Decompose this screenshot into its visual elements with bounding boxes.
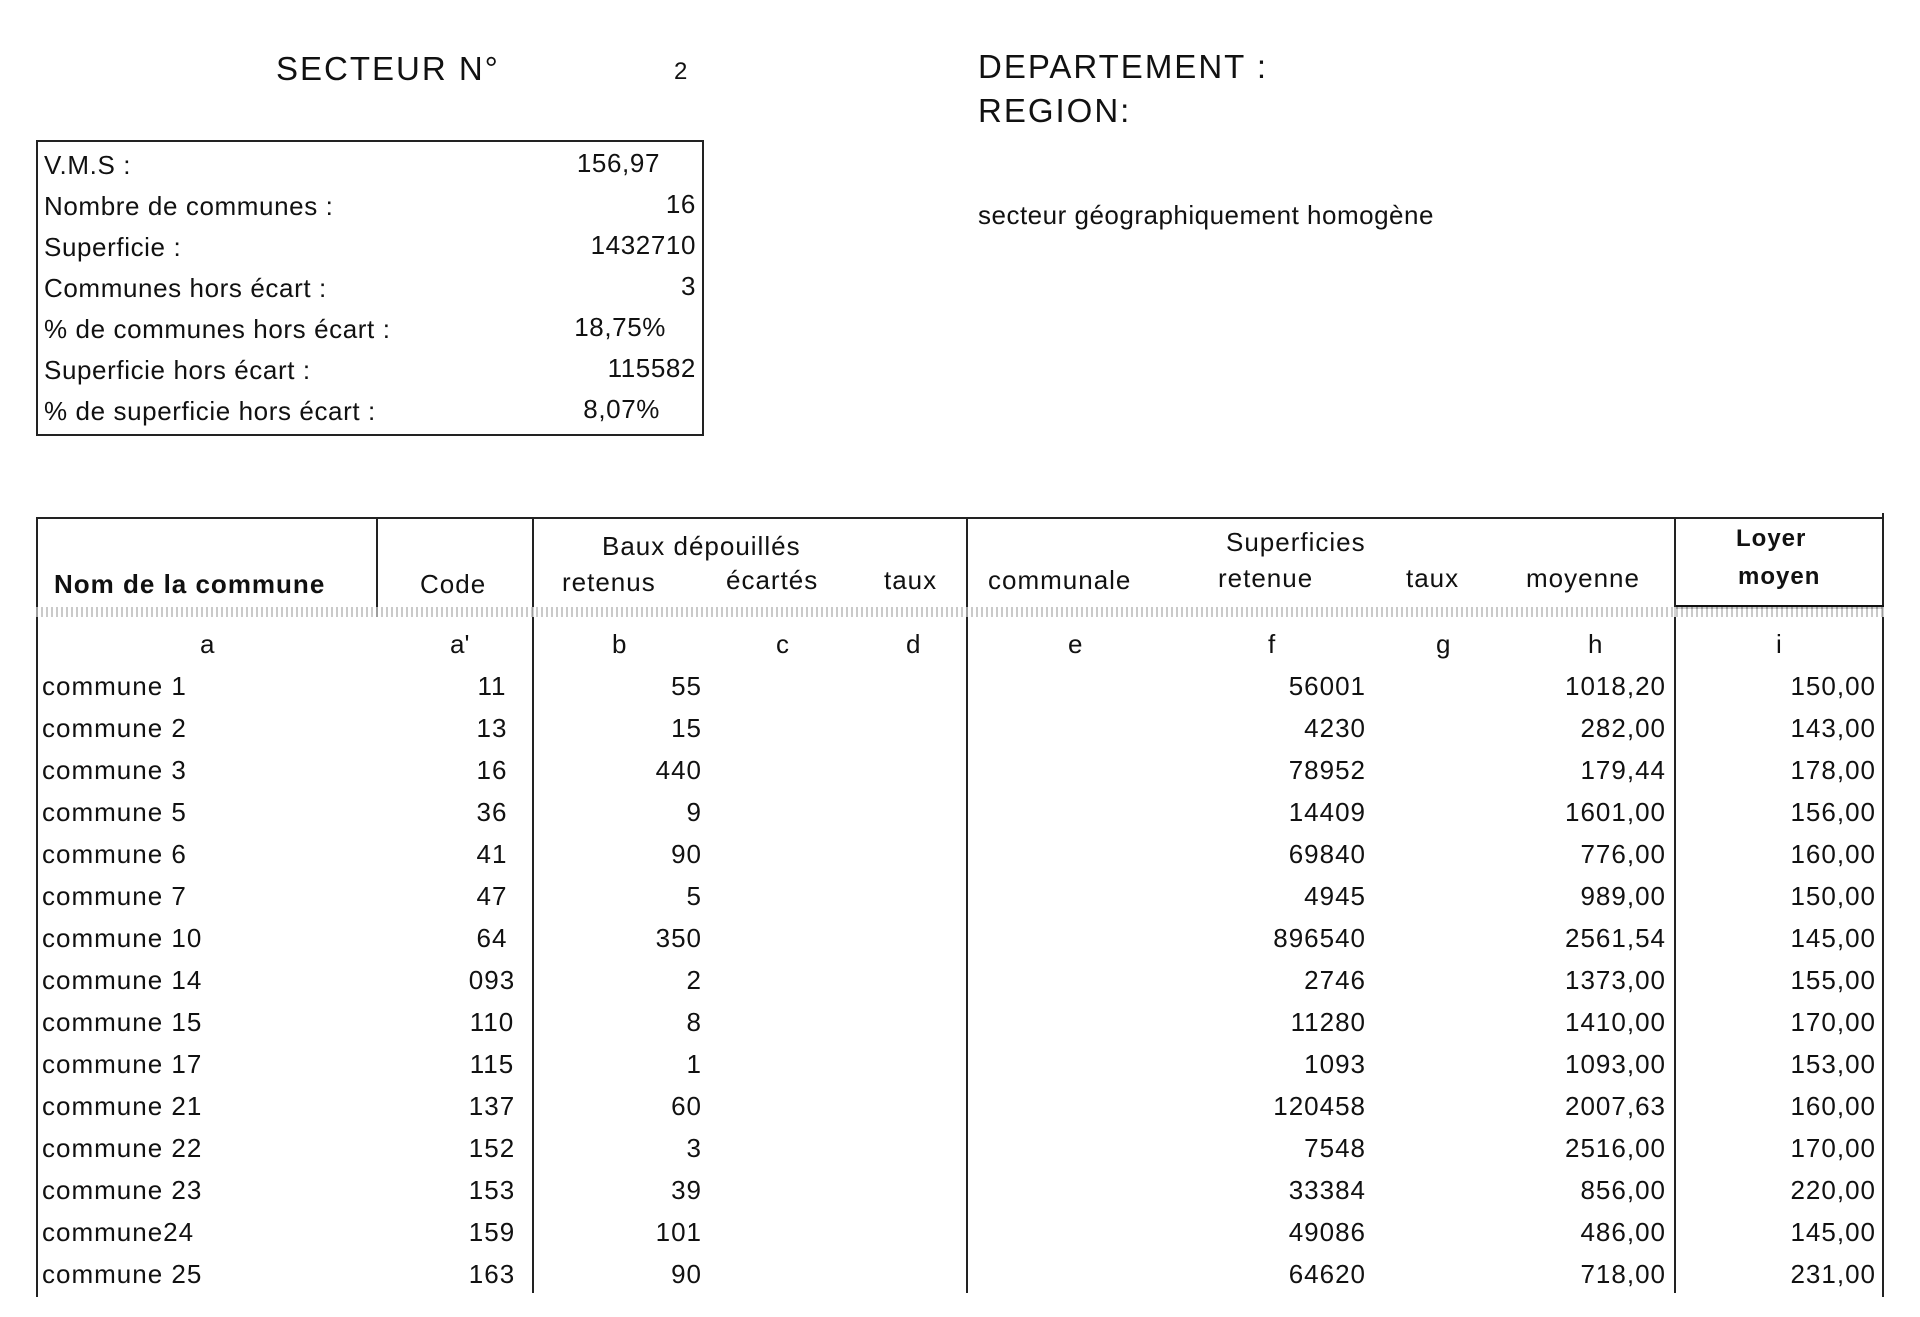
superficie-retenue: 1093 [1304, 1049, 1366, 1079]
departement-label: DEPARTEMENT : [978, 48, 1269, 85]
baux-retenus: 60 [671, 1091, 702, 1121]
column-letter-f: f [1268, 629, 1276, 659]
table-row [36, 879, 1884, 921]
superficie-moyenne: 179,44 [1580, 755, 1666, 785]
commune-code: 11 [477, 671, 507, 701]
commune-code: 115 [469, 1049, 515, 1079]
baux-retenus: 90 [671, 1259, 702, 1289]
header-superficies: Superficies [1226, 527, 1366, 557]
summary-value: 156,97 [576, 148, 660, 178]
table-row [36, 963, 1884, 1005]
superficie-retenue: 64620 [1288, 1259, 1366, 1289]
superficie-moyenne: 1601,00 [1565, 797, 1666, 827]
baux-retenus: 9 [686, 797, 702, 827]
column-letter-e: e [1068, 629, 1083, 659]
loyer-moyen: 160,00 [1790, 839, 1876, 869]
loyer-moyen: 178,00 [1790, 755, 1876, 785]
header-moyenne: moyenne [1526, 563, 1640, 593]
column-letter-c: c [776, 629, 789, 659]
column-letter-d: d [906, 629, 921, 659]
superficie-retenue: 33384 [1288, 1175, 1366, 1205]
loyer-moyen: 231,00 [1790, 1259, 1876, 1289]
superficie-moyenne: 2561,54 [1565, 923, 1666, 953]
table-row [36, 795, 1884, 837]
table-row [36, 1047, 1884, 1089]
region-label: REGION: [978, 92, 1132, 129]
header-communale: communale [988, 565, 1132, 595]
superficie-moyenne: 776,00 [1580, 839, 1666, 869]
superficie-retenue: 11280 [1290, 1007, 1366, 1037]
loyer-moyen: 170,00 [1790, 1007, 1876, 1037]
superficie-retenue: 56001 [1288, 671, 1366, 701]
summary-label: % de communes hors écart : [44, 314, 391, 344]
baux-retenus: 90 [671, 839, 702, 869]
column-letter-a-prime: a' [450, 629, 470, 659]
commune-name: commune 21 [42, 1091, 203, 1121]
commune-code: 110 [469, 1007, 515, 1037]
loyer-moyen: 150,00 [1790, 671, 1876, 701]
baux-retenus: 3 [686, 1133, 702, 1163]
superficie-retenue: 14409 [1288, 797, 1366, 827]
summary-value: 1432710 [590, 230, 696, 260]
commune-code: 47 [476, 881, 508, 911]
loyer-moyen: 220,00 [1790, 1175, 1876, 1205]
summary-row-communes-hors-ecart [42, 267, 696, 308]
loyer-moyen: 155,00 [1790, 965, 1876, 995]
summary-row-pct-communes [42, 308, 696, 349]
loyer-moyen: 170,00 [1790, 1133, 1876, 1163]
column-letter-i: i [1776, 629, 1782, 659]
loyer-moyen: 156,00 [1790, 797, 1876, 827]
header-retenus: retenus [562, 567, 656, 597]
sector-description: secteur géographiquement homogène [978, 200, 1434, 230]
summary-label: Superficie hors écart : [44, 355, 311, 385]
loyer-moyen: 160,00 [1790, 1091, 1876, 1121]
commune-name: commune24 [42, 1217, 195, 1247]
table-row [36, 921, 1884, 963]
header-taux-baux: taux [884, 565, 938, 595]
table-top-border [36, 517, 1884, 519]
commune-name: commune 10 [42, 923, 203, 953]
header-taux-superficies: taux [1406, 563, 1460, 593]
baux-retenus: 5 [686, 881, 702, 911]
baux-retenus: 39 [671, 1175, 702, 1205]
superficie-moyenne: 856,00 [1580, 1175, 1666, 1205]
summary-row-pct-superficie [42, 390, 696, 431]
superficie-moyenne: 718,00 [1580, 1259, 1666, 1289]
summary-row-superficie-hors-ecart [42, 349, 696, 390]
commune-name: commune 7 [42, 881, 187, 911]
table-row [36, 1005, 1884, 1047]
summary-label: % de superficie hors écart : [44, 396, 376, 426]
summary-box [36, 140, 704, 436]
superficie-retenue: 4230 [1304, 713, 1366, 743]
table-row [36, 753, 1884, 795]
secteur-label: SECTEUR N° [276, 50, 500, 87]
summary-label: Superficie : [44, 232, 182, 262]
loyer-moyen: 145,00 [1790, 1217, 1876, 1247]
table-row [36, 1089, 1884, 1131]
commune-code: 153 [468, 1175, 516, 1205]
header-loyer-moyen: moyen [1738, 563, 1821, 590]
commune-code: 64 [476, 923, 508, 953]
commune-name: commune 5 [42, 797, 187, 827]
summary-label: Communes hors écart : [44, 273, 327, 303]
header-baux-depouilles: Baux dépouillés [602, 531, 801, 561]
baux-retenus: 55 [671, 671, 702, 701]
loyer-moyen: 143,00 [1790, 713, 1876, 743]
table-row [36, 837, 1884, 879]
header-nom-commune: Nom de la commune [54, 569, 326, 599]
baux-retenus: 8 [686, 1007, 702, 1037]
column-letter-a: a [200, 629, 215, 659]
commune-code: 16 [476, 755, 508, 785]
summary-label: Nombre de communes : [44, 191, 334, 221]
summary-label: V.M.S : [44, 150, 132, 180]
superficie-retenue: 4945 [1304, 881, 1366, 911]
superficie-moyenne: 2516,00 [1565, 1133, 1666, 1163]
summary-row-nombre-communes [42, 185, 696, 226]
commune-name: commune 6 [42, 839, 187, 869]
commune-name: commune 3 [42, 755, 187, 785]
header-separator [36, 607, 1884, 617]
commune-code: 13 [476, 713, 508, 743]
commune-code: 152 [468, 1133, 516, 1163]
summary-value: 16 [665, 189, 696, 219]
commune-name: commune 14 [42, 965, 203, 995]
summary-row-vms [42, 144, 696, 185]
baux-retenus: 350 [655, 923, 702, 953]
summary-value: 3 [680, 271, 696, 301]
secteur-number: 2 [674, 58, 688, 85]
commune-code: 137 [468, 1091, 516, 1121]
loyer-moyen: 153,00 [1790, 1049, 1876, 1079]
commune-code: 163 [468, 1259, 516, 1289]
column-letter-g: g [1436, 629, 1451, 659]
column-letter-h: h [1588, 629, 1603, 659]
superficie-moyenne: 989,00 [1580, 881, 1666, 911]
superficie-moyenne: 1373,00 [1565, 965, 1666, 995]
commune-name: commune 15 [42, 1007, 203, 1037]
baux-retenus: 1 [686, 1049, 702, 1079]
superficie-moyenne: 1410,00 [1565, 1007, 1666, 1037]
table-row [36, 1131, 1884, 1173]
superficie-retenue: 120458 [1273, 1091, 1366, 1121]
commune-code: 093 [468, 965, 516, 995]
commune-code: 159 [468, 1217, 516, 1247]
superficie-moyenne: 1018,20 [1565, 671, 1666, 701]
superficie-retenue: 2746 [1304, 965, 1366, 995]
table-row [36, 1215, 1884, 1257]
communes-table [36, 513, 1884, 1303]
table-row [36, 669, 1884, 711]
header-code: Code [420, 569, 487, 599]
commune-code: 41 [476, 839, 508, 869]
baux-retenus: 101 [655, 1217, 702, 1247]
superficie-retenue: 49086 [1288, 1217, 1366, 1247]
column-letter-b: b [612, 629, 627, 659]
commune-name: commune 1 [42, 671, 187, 701]
header-retenue: retenue [1218, 563, 1314, 593]
table-row [36, 1257, 1884, 1299]
header-ecartes: écartés [726, 565, 819, 595]
commune-code: 36 [476, 797, 508, 827]
baux-retenus: 2 [686, 965, 702, 995]
superficie-moyenne: 2007,63 [1565, 1091, 1666, 1121]
loyer-moyen: 150,00 [1790, 881, 1876, 911]
commune-name: commune 17 [42, 1049, 203, 1079]
commune-name: commune 23 [42, 1175, 203, 1205]
summary-value: 18,75% [574, 312, 666, 342]
commune-name: commune 22 [42, 1133, 203, 1163]
superficie-retenue: 78952 [1288, 755, 1366, 785]
superficie-moyenne: 282,00 [1580, 713, 1666, 743]
superficie-retenue: 7548 [1304, 1133, 1366, 1163]
summary-value: 115582 [607, 353, 696, 383]
header-loyer: Loyer [1736, 525, 1807, 552]
baux-retenus: 15 [671, 713, 702, 743]
loyer-moyen: 145,00 [1790, 923, 1876, 953]
commune-name: commune 25 [42, 1259, 203, 1289]
summary-row-superficie [42, 226, 696, 267]
column-divider [376, 517, 378, 617]
commune-name: commune 2 [42, 713, 187, 743]
table-row [36, 711, 1884, 753]
superficie-retenue: 896540 [1273, 923, 1366, 953]
summary-value: 8,07% [583, 394, 660, 424]
baux-retenus: 440 [655, 755, 702, 785]
superficie-retenue: 69840 [1288, 839, 1366, 869]
superficie-moyenne: 1093,00 [1565, 1049, 1666, 1079]
table-row [36, 1173, 1884, 1215]
superficie-moyenne: 486,00 [1580, 1217, 1666, 1247]
